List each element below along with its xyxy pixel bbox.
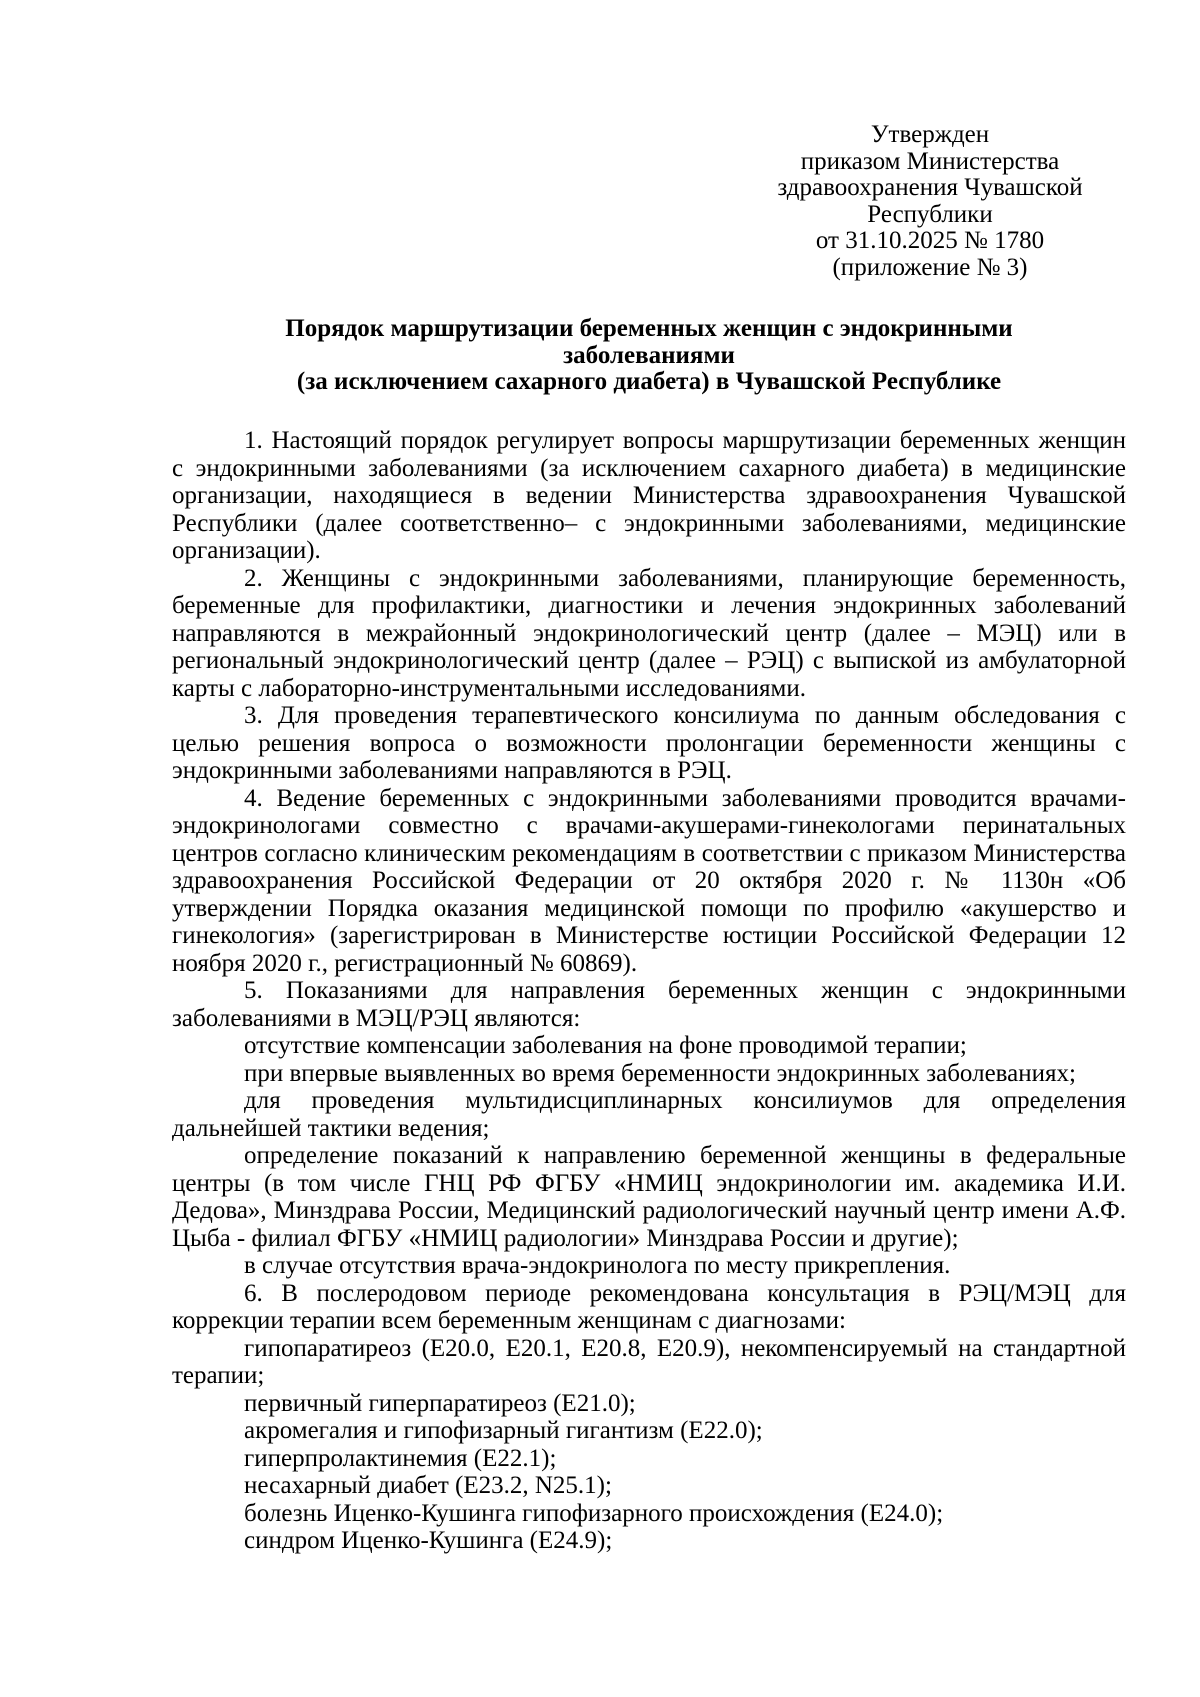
list-item: несахарный диабет (E23.2, N25.1);	[244, 1472, 612, 1499]
approval-line: Республики	[867, 200, 993, 228]
list-item: отсутствие компенсации заболевания на фоне проводимой терапии;	[244, 1032, 967, 1059]
list-item: синдром Иценко-Кушинга (E24.9);	[244, 1527, 613, 1554]
title-line: Порядок маршрутизации беременных женщин с эндокринными	[285, 315, 1013, 342]
title-line: заболеваниями	[563, 341, 735, 369]
approval-line: (приложение № 3)	[832, 253, 1028, 281]
title-line: (за исключением сахарного диабета) в Чувашской Республике	[296, 368, 1002, 395]
list-item: определение показаний к направлению беременной женщины в федеральные центры (в том числе ГНЦ РФ ФГБУ «НМИЦ эндокринологии им. академика И.И. Дедова», Минздрава России, Медицинский радиологический научный центр имени А.Ф. Цыба - филиал ФГБУ «НМИЦ радиологии» Минздрава России и другие);	[172, 1142, 1126, 1252]
approval-line: Утвержден	[870, 121, 990, 148]
list-item: акромегалия и гипофизарный гигантизм (E22.0);	[244, 1417, 763, 1444]
list-item: для проведения мультидисциплинарных консилиумов для определения дальнейшей тактики ведения;	[172, 1087, 1126, 1142]
document-body	[172, 427, 1126, 1555]
list-item: первичный гиперпаратиреоз (E21.0);	[244, 1389, 636, 1417]
paragraph-6: 6. В послеродовом периоде рекомендована консультация в РЭЦ/МЭЦ для коррекции терапии всем беременным женщинам с диагнозами:	[172, 1279, 1126, 1334]
approval-line: от 31.10.2025 № 1780	[815, 227, 1045, 254]
approval-line: приказом Министерства	[800, 147, 1060, 175]
list-item: гипопаратиреоз (E20.0, E20.1, E20.8, E20.9), некомпенсируемый на стандартной терапии;	[172, 1334, 1126, 1389]
approval-stamp	[730, 122, 1130, 281]
list-item: при впервые выявленных во время беременности эндокринных заболеваниях;	[244, 1059, 1076, 1087]
paragraph-4: 4. Ведение беременных с эндокринными заболеваниями проводится врачами-эндокринологами совместно с врачами-акушерами-гинекологами перинатальных центров согласно клиническим рекомендациям в соответствии с приказом Министерства здравоохранения Российской Федерации от 20 октября 2020 г. № 1130н «Об утверждении Порядка оказания медицинской помощи по профилю «акушерство и гинекология» (зарегистрирован в Министерстве юстиции Российской Федерации 12 ноября 2020 г., регистрационный № 60869).	[172, 784, 1126, 977]
list-item: в случае отсутствия врача-эндокринолога по месту прикрепления.	[244, 1252, 951, 1279]
document-title	[172, 316, 1126, 396]
list-item: болезнь Иценко-Кушинга гипофизарного происхождения (E24.0);	[244, 1499, 944, 1527]
paragraph-3: 3. Для проведения терапевтического консилиума по данным обследования с целью решения вопроса о возможности пролонгации беременности женщины с эндокринными заболеваниями направляются в РЭЦ.	[172, 702, 1126, 784]
approval-line: здравоохранения Чувашской	[777, 174, 1083, 201]
paragraph-5: 5. Показаниями для направления беременных женщин с эндокринными заболеваниями в МЭЦ/РЭЦ являются:	[172, 977, 1126, 1032]
paragraph-2: 2. Женщины с эндокринными заболеваниями, планирующие беременность, беременные для профилактики, диагностики и лечения эндокринных заболеваний направляются в межрайонный эндокринологический центр (далее – МЭЦ) или в региональный эндокринологический центр (далее – РЭЦ) с выпиской из амбулаторной карты с лабораторно-инструментальными исследованиями.	[172, 564, 1126, 702]
list-item: гиперпролактинемия (E22.1);	[244, 1444, 557, 1472]
paragraph-1: 1. Настоящий порядок регулирует вопросы маршрутизации беременных женщин с эндокринными заболеваниями (за исключением сахарного диабета) в медицинские организации, находящиеся в ведении Министерства здравоохранения Чувашской Республики (далее соответственно– с эндокринными заболеваниями, медицинские организации).	[172, 427, 1126, 564]
